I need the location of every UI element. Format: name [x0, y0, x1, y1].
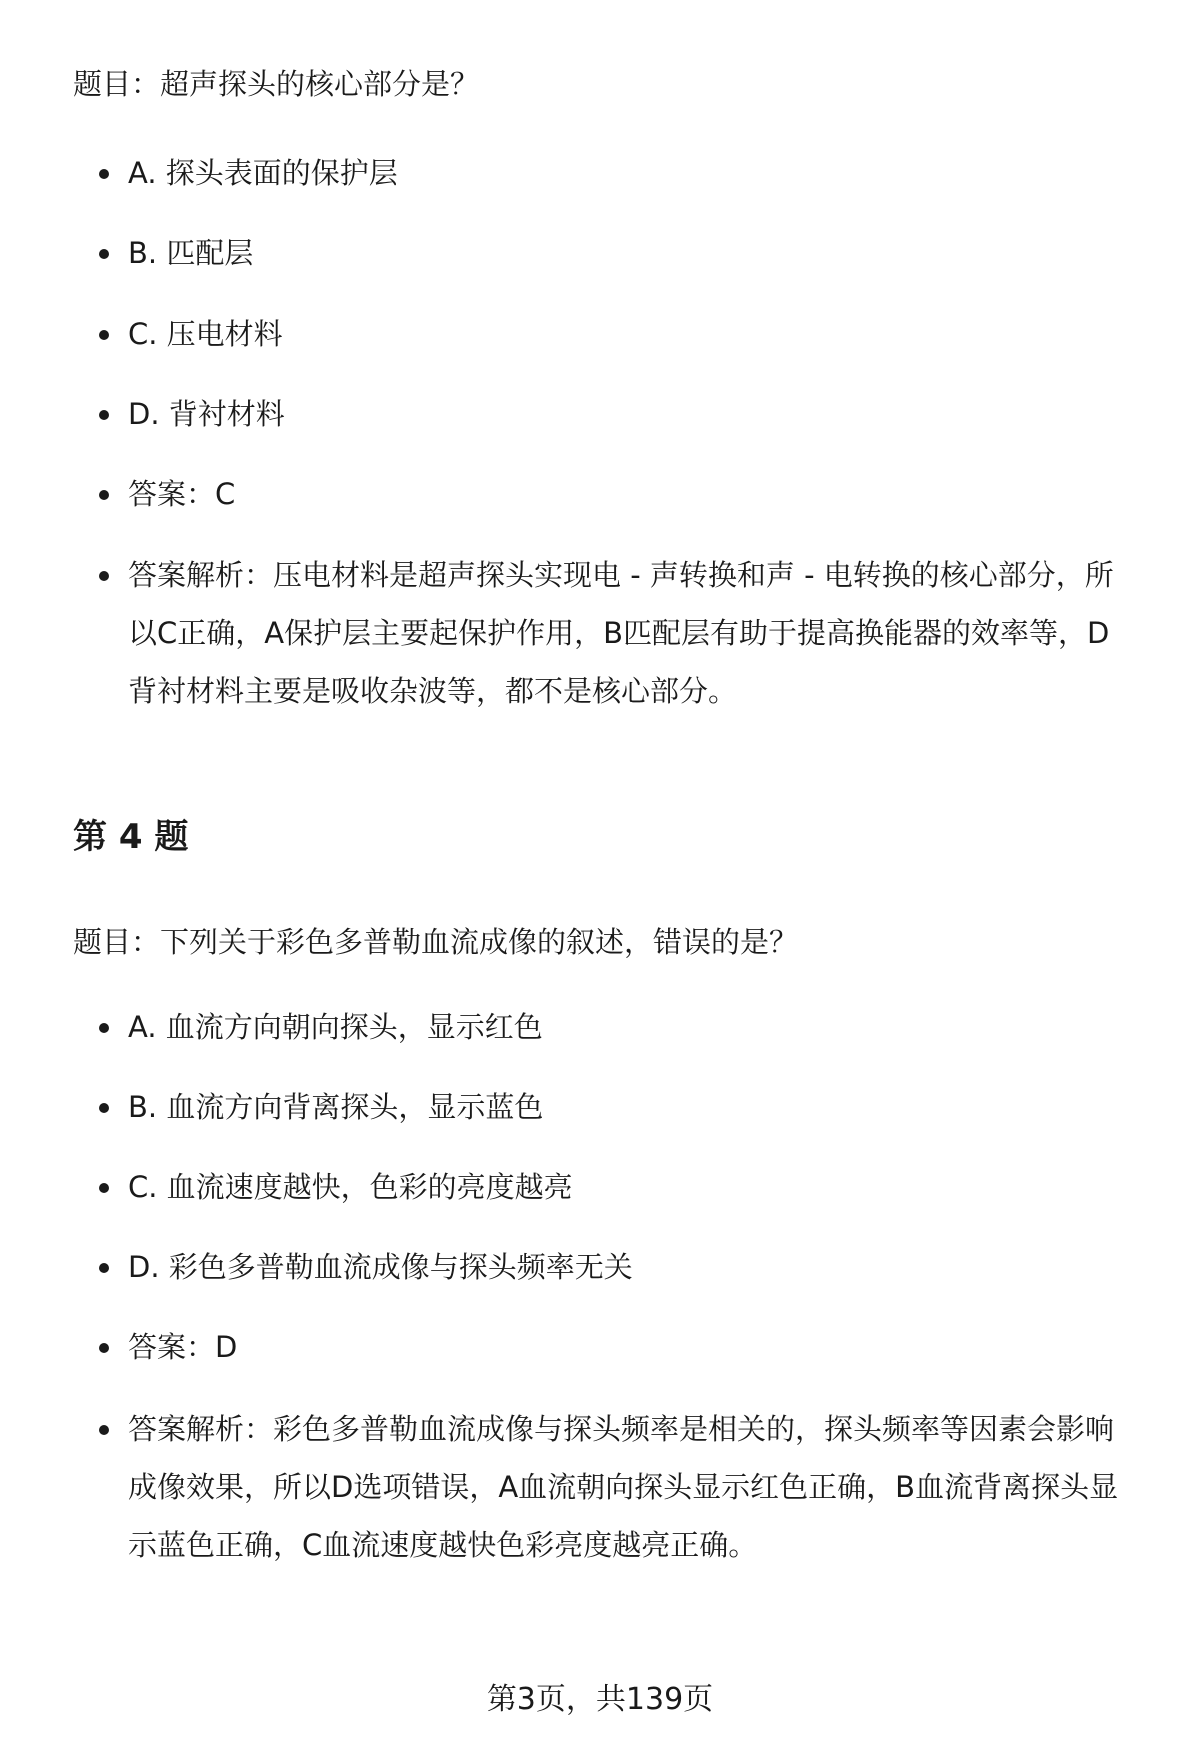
answer-explanation: 答案解析：压电材料是超声探头实现电 - 声转换和声 - 电转换的核心部分，所以C正确，A保护层主要起保护作用，B匹配层有助于提高换能器的效率等，D背衬材料主要是吸收杂波等，都不是核心部分。 — [128, 558, 1114, 708]
bullet-icon — [99, 330, 109, 340]
option-d: D. 背衬材料 — [128, 397, 285, 431]
question-heading: 第 4 题 — [73, 817, 189, 857]
bullet-icon — [99, 249, 109, 259]
option-d: D. 彩色多普勒血流成像与探头频率无关 — [128, 1250, 633, 1284]
option-a: A. 血流方向朝向探头，显示红色 — [128, 1010, 543, 1044]
option-c: C. 血流速度越快，色彩的亮度越亮 — [128, 1170, 573, 1204]
bullet-icon — [99, 169, 109, 179]
option-b: B. 血流方向背离探头，显示蓝色 — [128, 1090, 544, 1124]
bullet-icon — [99, 1263, 109, 1273]
question-prompt: 题目：超声探头的核心部分是？ — [73, 67, 480, 101]
bullet-icon — [99, 1425, 109, 1435]
bullet-icon — [99, 1103, 109, 1113]
option-c: C. 压电材料 — [128, 317, 283, 351]
answer: 答案：C — [128, 477, 236, 511]
bullet-icon — [99, 571, 109, 581]
bullet-icon — [99, 1343, 109, 1353]
bullet-icon — [99, 410, 109, 420]
option-b: B. 匹配层 — [128, 236, 254, 270]
bullet-icon — [99, 1183, 109, 1193]
option-a: A. 探头表面的保护层 — [128, 156, 398, 190]
answer: 答案：D — [128, 1330, 238, 1364]
bullet-icon — [99, 1023, 109, 1033]
answer-explanation: 答案解析：彩色多普勒血流成像与探头频率是相关的，探头频率等因素会影响成像效果，所以D选项错误，A血流朝向探头显示红色正确，B血流背离探头显示蓝色正确，C血流速度越快色彩亮度越亮正确。 — [128, 1412, 1119, 1562]
page-number: 第3页，共139页 — [486, 1682, 714, 1717]
question-prompt: 题目：下列关于彩色多普勒血流成像的叙述，错误的是？ — [73, 925, 799, 959]
bullet-icon — [99, 490, 109, 500]
